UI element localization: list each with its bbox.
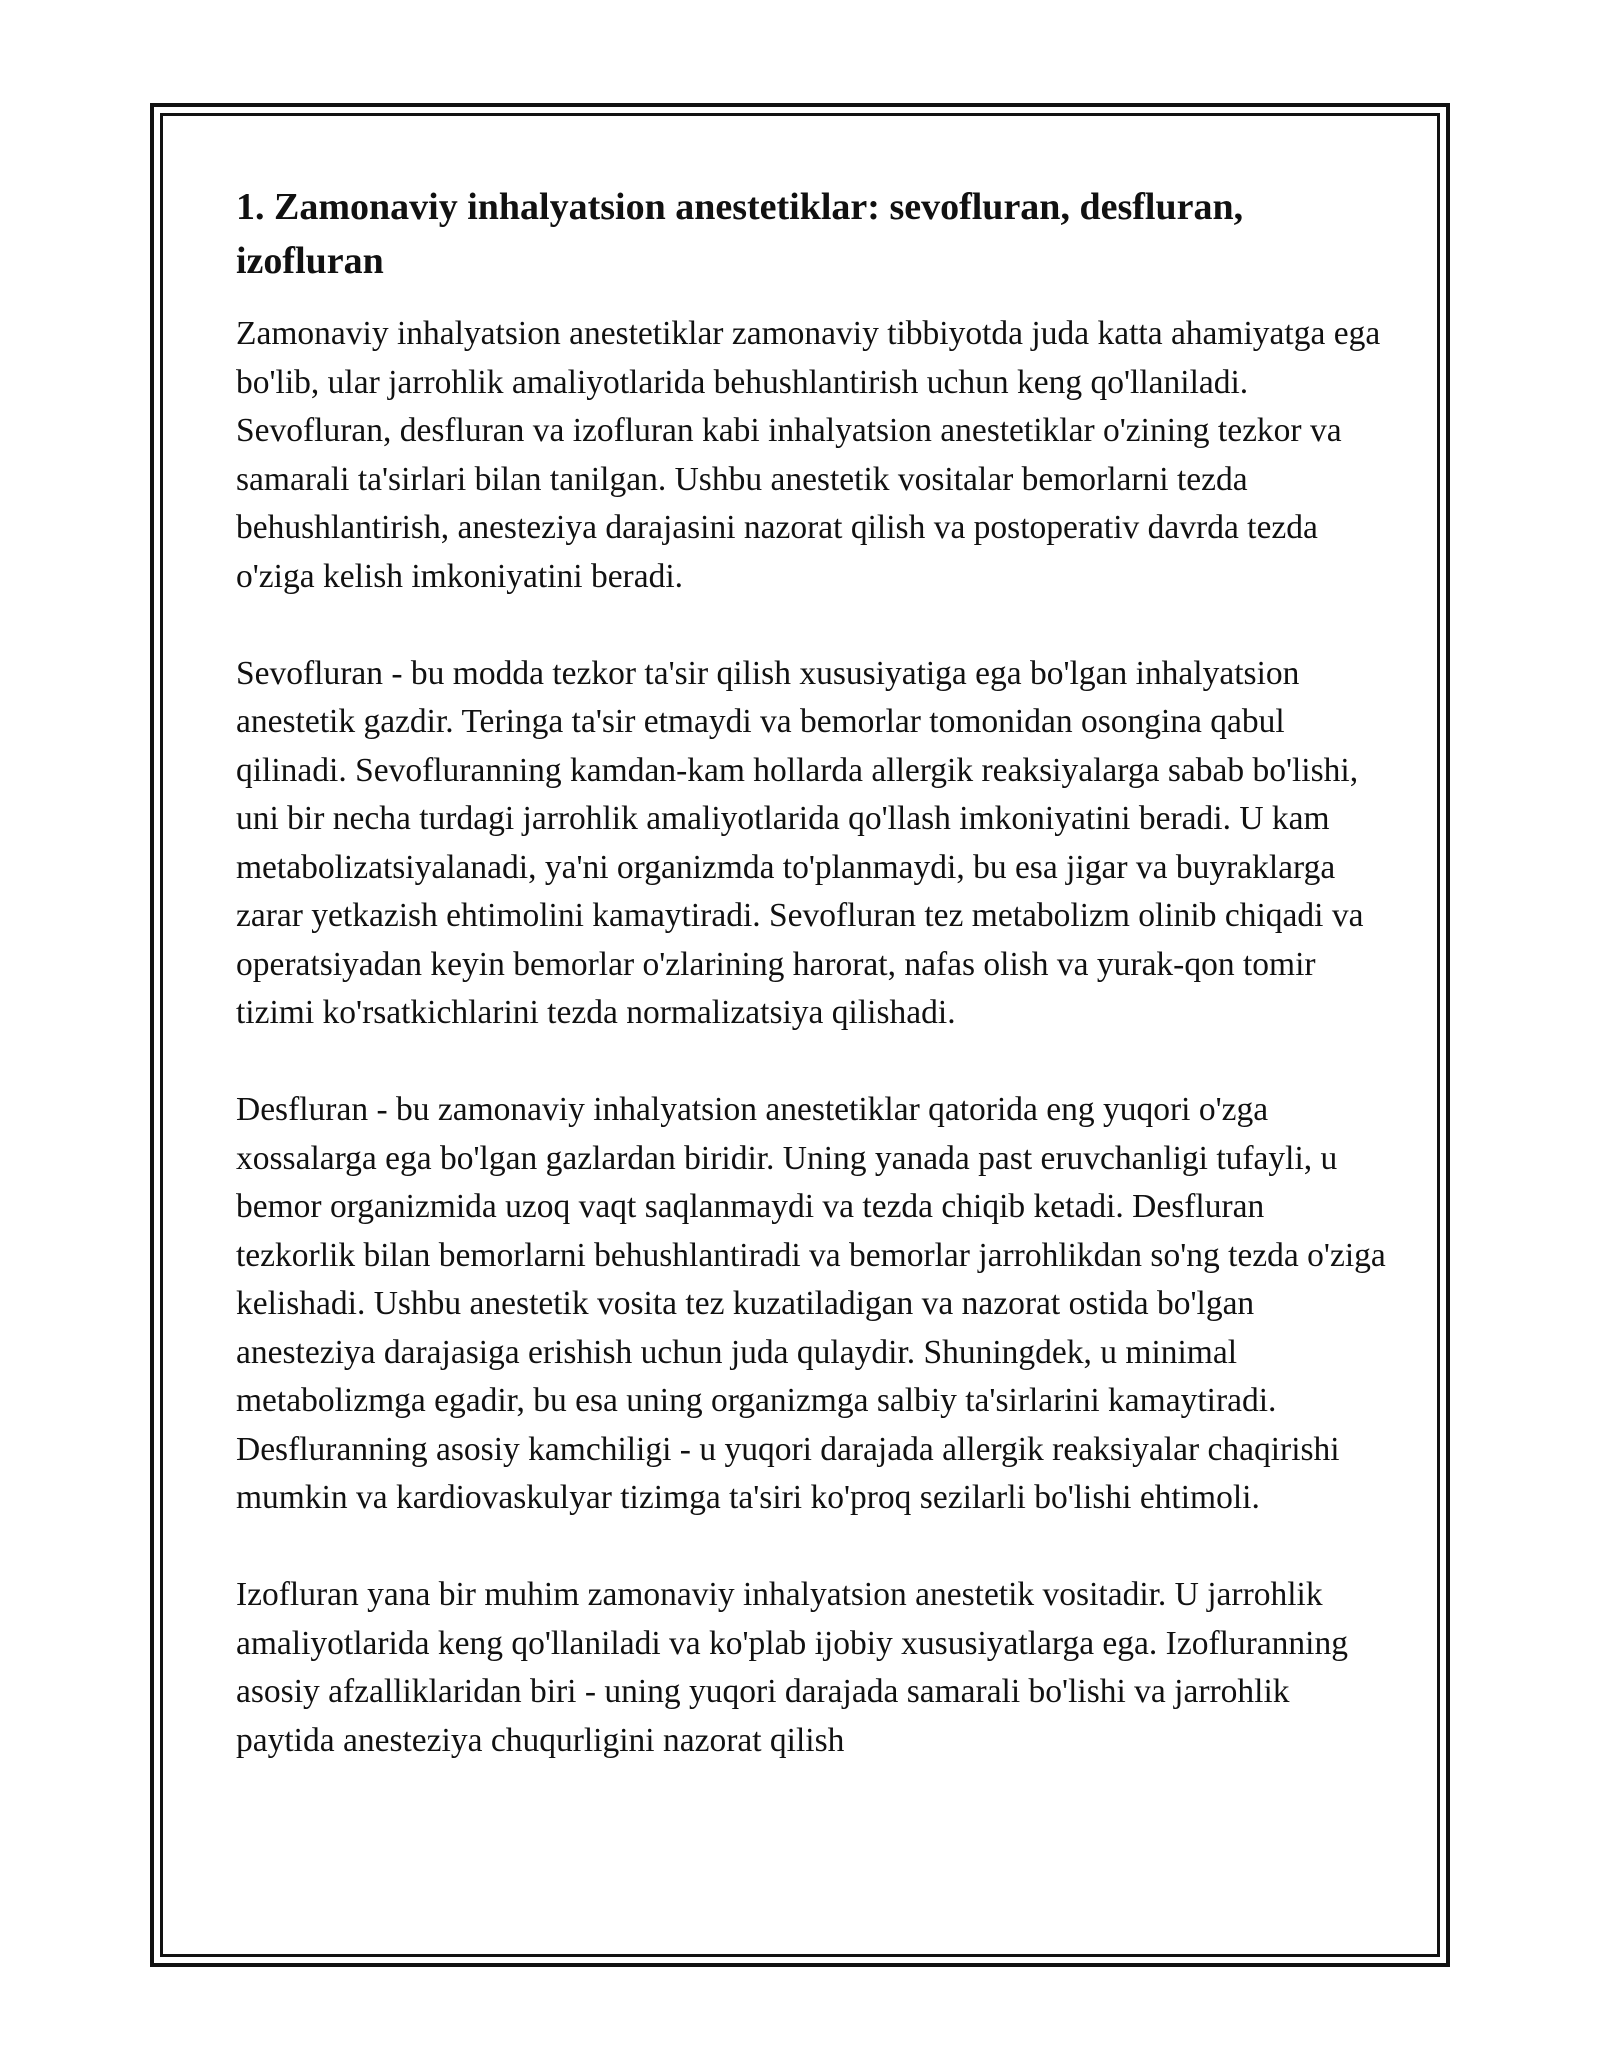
paragraph-intro: Zamonaviy inhalyatsion anestetiklar zamonaviy tibbiyotda juda katta ahamiyatga ega bo'lib, ular jarrohlik amaliyotlarida behushlantirish uchun keng qo'llaniladi. Sevofluran, desfluran va izofluran kabi inhalyatsion anestetiklar o'zining tezkor va samarali ta'sirlari bilan tanilgan. Ushbu anestetik vositalar bemorlarni tezda behushlantirish, anesteziya darajasini nazorat qilish va postoperativ davrda tezda o'ziga kelish imkoniyatini beradi. — [236, 315, 1381, 595]
document-body — [236, 180, 1386, 1765]
paragraph-sevofluran: Sevofluran - bu modda tezkor ta'sir qilish xususiyatiga ega bo'lgan inhalyatsion anestetik gazdir. Teringa ta'sir etmaydi va bemorlar tomonidan osongina qabul qilinadi. Sevofluranning kamdan-kam hollarda allergik reaksiyalarga sabab bo'lishi, uni bir necha turdagi jarrohlik amaliyotlarida qo'llash imkoniyatini beradi. U kam metabolizatsiyalanadi, ya'ni organizmda to'planmaydi, bu esa jigar va buyraklarga zarar yetkazish ehtimolini kamaytiradi. Sevofluran tez metabolizm olinib chiqadi va operatsiyadan keyin bemorlar o'zlarining harorat, nafas olish va yurak-qon tomir tizimi ko'rsatkichlarini tezda normalizatsiya qilishadi. — [236, 654, 1364, 1031]
section-heading: 1. Zamonaviy inhalyatsion anestetiklar: sevofluran, desfluran, izofluran — [236, 186, 1244, 282]
paragraph-desfluran: Desfluran - bu zamonaviy inhalyatsion anestetiklar qatorida eng yuqori o'zga xossalarga ega bo'lgan gazlardan biridir. Uning yanada past eruvchanligi tufayli, u bemor organizmida uzoq vaqt saqlanmaydi va tezda chiqib ketadi. Desfluran tezkorlik bilan bemorlarni behushlantiradi va bemorlar jarrohlikdan so'ng tezda o'ziga kelishadi. Ushbu anestetik vosita tez kuzatiladigan va nazorat ostida bo'lgan anesteziya darajasiga erishish uchun juda qulaydir. Shuningdek, u minimal metabolizmga egadir, bu esa uning organizmga salbiy ta'sirlarini kamaytiradi. Desfluranning asosiy kamchiligi - u yuqori darajada allergik reaksiyalar chaqirishi mumkin va kardiovaskulyar tizimga ta'siri ko'proq sezilarli bo'lishi ehtimoli. — [236, 1091, 1386, 1516]
paragraph-izofluran: Izofluran yana bir muhim zamonaviy inhalyatsion anestetik vositadir. U jarrohlik amaliyotlarida keng qo'llaniladi va ko'plab ijobiy xususiyatlarga ega. Izofluranning asosiy afzalliklaridan biri - uning yuqori darajada samarali bo'lishi va jarrohlik paytida anesteziya chuqurligini nazorat qilish — [236, 1576, 1348, 1759]
